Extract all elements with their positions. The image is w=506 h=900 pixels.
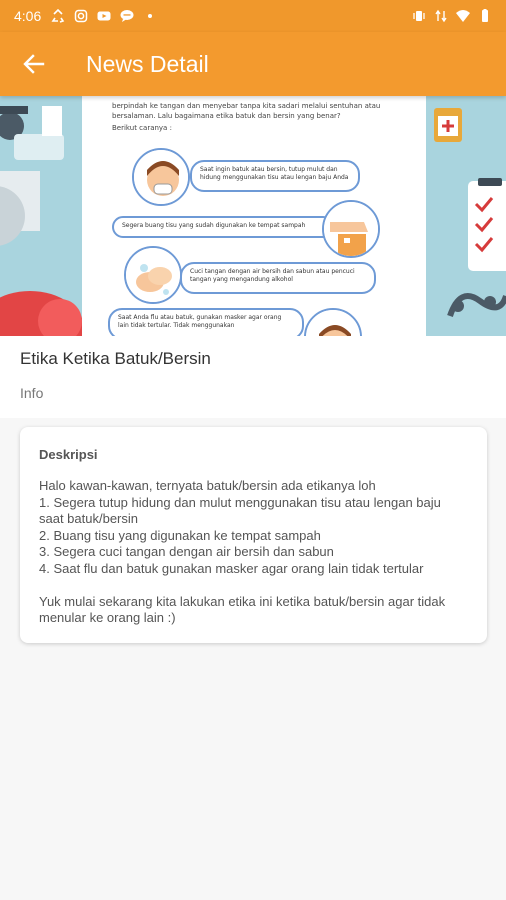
chat-icon bbox=[120, 9, 134, 23]
recycle-icon bbox=[51, 9, 65, 23]
wifi-icon bbox=[456, 9, 470, 23]
description-text: Halo kawan-kawan, ternyata batuk/bersin ada etikanya loh 1. Segera tutup hidung dan mulut menggunakan tisu atau lengan baju saat batuk/bersin 2. Buang tisu yang digunakan ke tempat sampah 3. Segera cuci tangan dengan air bersih dan sabun 4. Saat flu dan batuk gunakan masker agar orang lain tidak tertular Yuk mulai sekarang kita lakukan etika ini ketika batuk/bersin agar tidak menular ke orang lain :) bbox=[39, 478, 446, 625]
vibrate-icon bbox=[412, 9, 426, 23]
description-card bbox=[20, 427, 487, 643]
app-bar bbox=[0, 32, 506, 96]
news-header bbox=[0, 336, 506, 418]
infographic-intro-line: bersalaman. Lalu bagaimana etika batuk dan bersin yang benar? bbox=[112, 112, 341, 120]
infographic-step: Saat ingin batuk atau bersin, tutup mulut dan hidung menggunakan tisu atau lengan baju Anda bbox=[190, 160, 360, 192]
handwash-illustration bbox=[124, 246, 182, 304]
infographic-intro-line: berpindah ke tangan dan menyebar tanpa kita sadari melalui sentuhan atau bbox=[112, 102, 381, 110]
youtube-icon bbox=[97, 9, 111, 23]
infographic-page bbox=[82, 96, 426, 336]
infographic-step: Saat Anda flu atau batuk, gunakan masker agar orang lain tidak tertular. Tidak menggunakan bbox=[108, 308, 304, 336]
dot-icon bbox=[143, 9, 157, 23]
arrow-left-icon bbox=[23, 53, 45, 75]
data-arrows-icon bbox=[434, 9, 448, 23]
infographic-intro-line: Berikut caranya : bbox=[112, 124, 172, 132]
news-title: Etika Ketika Batuk/Bersin bbox=[20, 349, 211, 368]
page-title: News Detail bbox=[86, 50, 209, 77]
status-bar bbox=[0, 0, 506, 32]
status-time: 4:06 bbox=[14, 8, 42, 24]
infographic-step: Segera buang tisu yang sudah digunakan ke tempat sampah bbox=[112, 216, 334, 238]
infographic-step: Cuci tangan dengan air bersih dan sabun atau pencuci tangan yang mengandung alkohol bbox=[180, 262, 376, 294]
masked-person-illustration bbox=[304, 308, 362, 336]
back-button[interactable] bbox=[14, 44, 54, 84]
instagram-icon bbox=[74, 9, 88, 23]
news-image bbox=[0, 96, 506, 336]
tissue-bin-illustration bbox=[322, 200, 380, 258]
news-category: Info bbox=[20, 385, 44, 401]
coughing-person-illustration bbox=[132, 148, 190, 206]
battery-icon bbox=[478, 9, 492, 23]
description-heading: Deskripsi bbox=[39, 447, 98, 462]
